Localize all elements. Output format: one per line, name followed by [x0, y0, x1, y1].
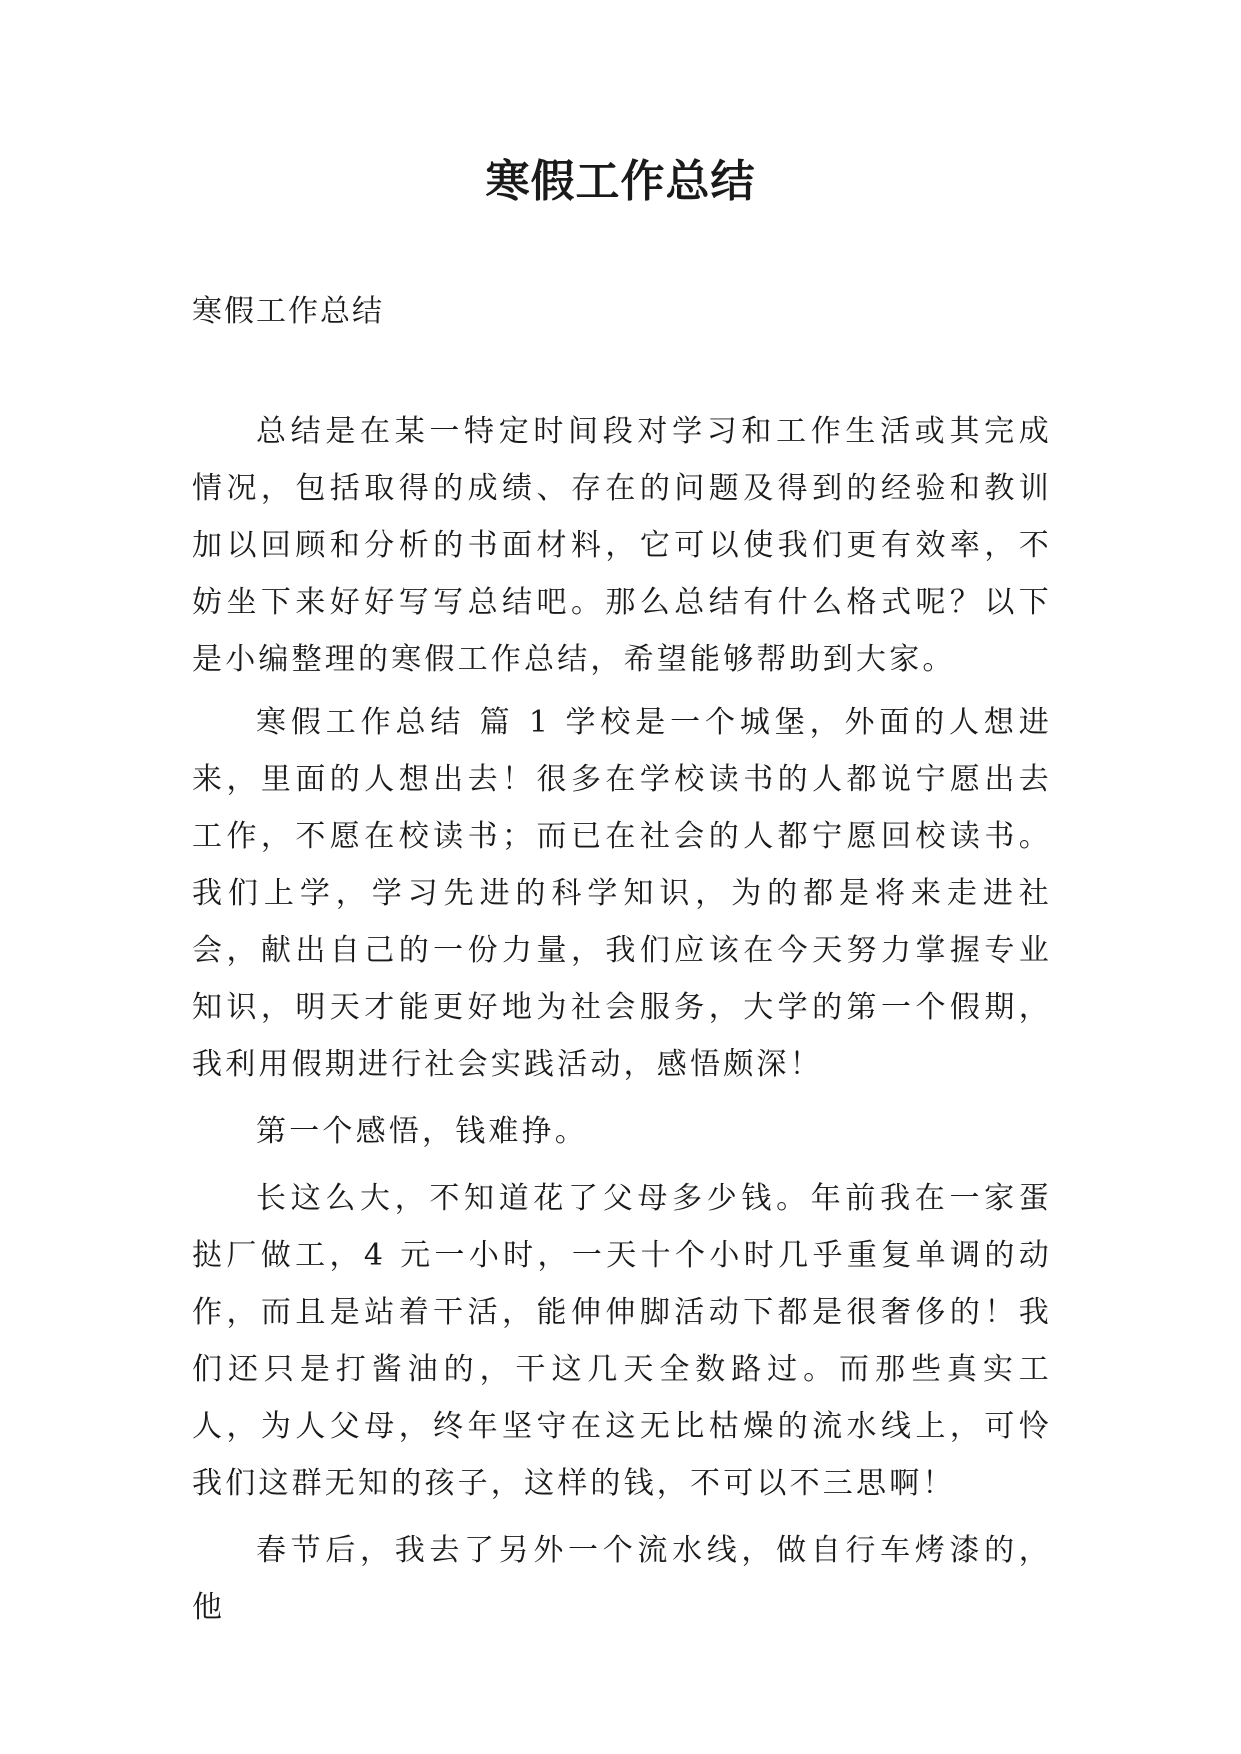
document-title: 寒假工作总结: [485, 156, 756, 207]
paragraph-first-insight: 第一个感悟，钱难挣。: [256, 1114, 588, 1149]
document-body: [192, 403, 1052, 1646]
document-subtitle: 寒假工作总结: [192, 294, 384, 329]
paragraph-after-spring-festival: 春节后，我去了另外一个流水线，做自行车烤漆的，他: [192, 1533, 1052, 1625]
paragraph-section-1: 寒假工作总结 篇 1 学校是一个城堡，外面的人想进来，里面的人想出去！很多在学校读书的人都说宁愿出去工作，不愿在校读书；而已在社会的人都宁愿回校读书。我们上学，学习先进的科学知识，为的都是将来走进社会，献出自己的一份力量，我们应该在今天努力掌握专业知识，明天才能更好地为社会服务，大学的第一个假期，我利用假期进行社会实践活动，感悟颇深！: [192, 705, 1052, 1082]
paragraph-intro: 总结是在某一特定时间段对学习和工作生活或其完成情况，包括取得的成绩、存在的问题及得到的经验和教训加以回顾和分析的书面材料，它可以使我们更有效率，不妨坐下来好好写写总结吧。那么总结有什么格式呢？以下是小编整理的寒假工作总结，希望能够帮助到大家。: [192, 414, 1052, 677]
paragraph-factory-work: 长这么大，不知道花了父母多少钱。年前我在一家蛋挞厂做工，4 元一小时，一天十个小时几乎重复单调的动作，而且是站着干活，能伸伸脚活动下都是很奢侈的！我们还只是打酱油的，干这几天全数路过。而那些真实工人，为人父母，终年坚守在这无比枯燥的流水线上，可怜我们这群无知的孩子，这样的钱，不可以不三思啊！: [192, 1181, 1052, 1501]
